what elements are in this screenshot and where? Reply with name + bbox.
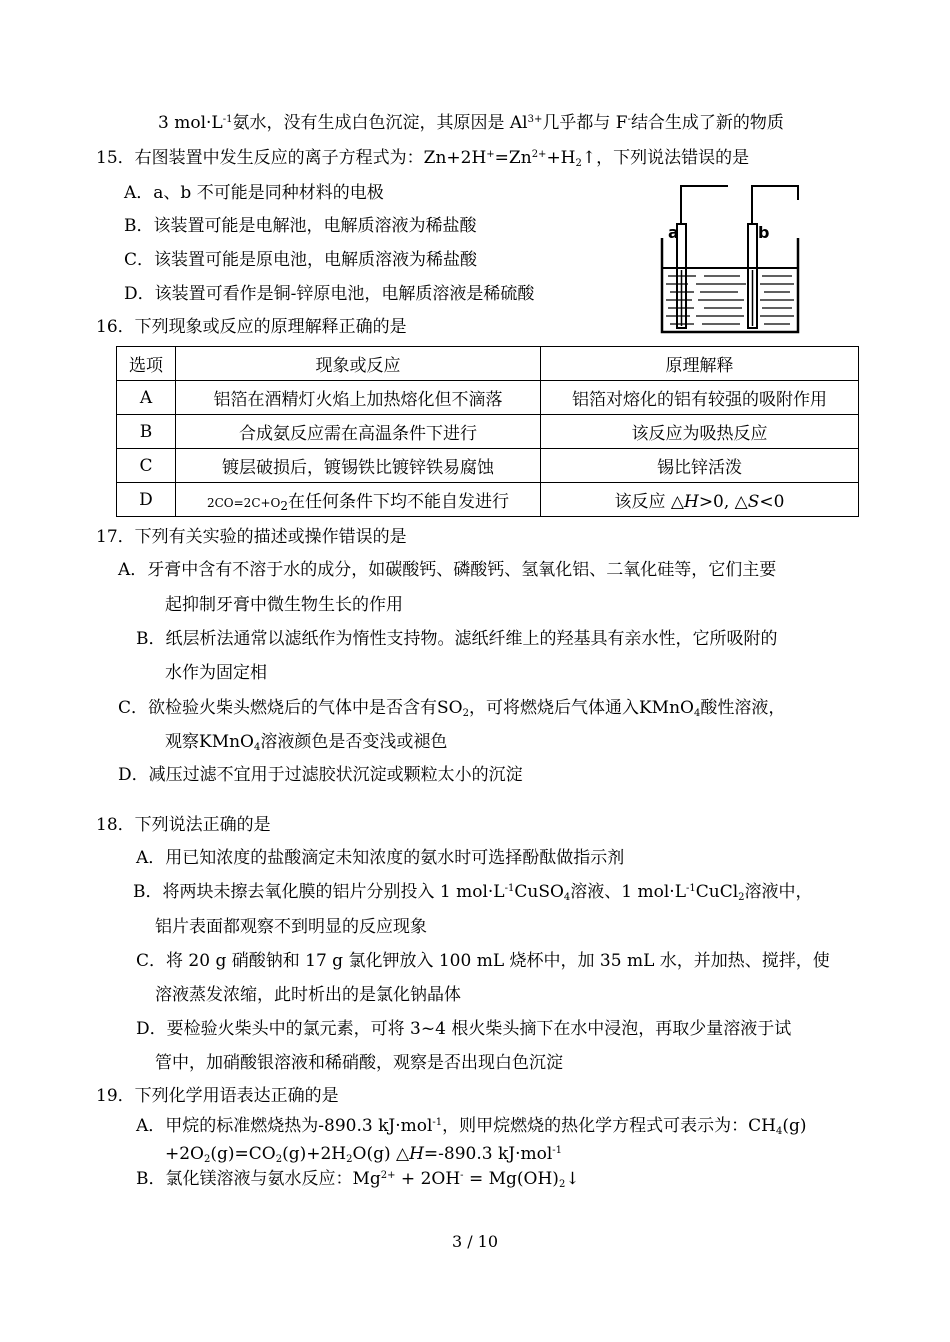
wire-right — [752, 186, 798, 224]
table-cell-option: D — [117, 483, 176, 517]
q15-option-a: A．a、b 不可能是同种材料的电极 — [124, 183, 384, 203]
q18-option-d-line1: D．要检验火柴头中的氯元素，可将 3~4 根火柴头摘下在水中浸泡，再取少量溶液于试 — [136, 1019, 792, 1039]
q17-option-b-line2: 水作为固定相 — [165, 663, 267, 683]
q17-option-c-line1: C．欲检验火柴头燃烧后的气体中是否含有$SO_2$，可将燃烧后气体通入KMnO$_4$酸性溶液， — [118, 698, 786, 719]
q18-option-c-line1: C．将 20 g 硝酸钠和 17 g 氯化钾放入 100 mL 烧杯中，加 35 mL 水，并加热、搅拌，使 — [136, 951, 830, 971]
table-cell-option: A — [117, 381, 176, 415]
q17-option-c-line2: 观察KMnO$_4$溶液颜色是否变浅或褪色 — [165, 732, 448, 753]
q18-option-b-line1: B．将两块未擦去氧化膜的铝片分别投入 1 $mol\cdot L^{-1}CuSO_4$溶液、1 $mol\cdot L^{-1}CuCl_2$溶液中， — [133, 882, 813, 903]
electrode-label-b: b — [758, 223, 770, 242]
table-row — [117, 449, 859, 483]
q17-option-a-line2: 起抑制牙膏中微生物生长的作用 — [165, 595, 403, 615]
table-cell-explanation: 该反应 △H>0, △S<0 — [541, 483, 859, 517]
table-header-cell: 选项 — [117, 347, 176, 381]
table-cell-explanation: 铝箔对熔化的铝有较强的吸附作用 — [541, 381, 859, 415]
table-cell-explanation: 该反应为吸热反应 — [541, 415, 859, 449]
table-cell-phenomenon: 铝箔在酒精灯火焰上加热熔化但不滴落 — [176, 381, 541, 415]
q18-option-d-line2: 管中，加硝酸银溶液和稀硝酸，观察是否出现白色沉淀 — [155, 1053, 563, 1073]
q15-option-b: B．该装置可能是电解池，电解质溶液为稀盐酸 — [124, 216, 477, 236]
q16-table — [116, 346, 859, 517]
table-cell-explanation: 锡比锌活泼 — [541, 449, 859, 483]
table-cell-phenomenon: 镀层破损后，镀锡铁比镀锌铁易腐蚀 — [176, 449, 541, 483]
q15-stem: 15．右图装置中发生反应的离子方程式为：$Zn+2H^+=Zn^{2+}+H_2↑$，下列说法错误的是 — [96, 148, 750, 169]
q18-option-c-line2: 溶液蒸发浓缩，此时析出的是氯化钠晶体 — [155, 985, 461, 1005]
table-cell-phenomenon: 合成氨反应需在高温条件下进行 — [176, 415, 541, 449]
table-row — [117, 415, 859, 449]
q18-option-a: A．用已知浓度的盐酸滴定未知浓度的氨水时可选择酚酞做指示剂 — [136, 848, 625, 868]
table-cell-phenomenon: $2CO=2C+O_2$在任何条件下均不能自发进行 — [176, 483, 541, 517]
page-number: 3 / 10 — [451, 1232, 499, 1251]
q18-stem: 18．下列说法正确的是 — [96, 815, 271, 835]
q14-continuation: 3 $mol\cdot L^{-1}$氨水，没有生成白色沉淀，其原因是 $Al^{3+}$几乎都与 F-结合生成了新的物质 — [158, 113, 784, 133]
electrode-label-a: a — [668, 223, 679, 242]
q19-stem: 19．下列化学用语表达正确的是 — [96, 1086, 339, 1106]
q17-option-a-line1: A．牙膏中含有不溶于水的成分，如碳酸钙、磷酸钙、氢氧化铝、二氧化硅等，它们主要 — [118, 560, 777, 580]
wire-left — [681, 186, 728, 224]
q15-option-d: D．该装置可看作是铜-锌原电池，电解质溶液是稀硫酸 — [124, 284, 535, 304]
table-cell-option: B — [117, 415, 176, 449]
q19-option-b: B．氯化镁溶液与氨水反应：$Mg^{2+} + 2OH^-$ = $Mg(OH)_2↓$ — [136, 1169, 580, 1190]
electrolysis-apparatus-figure — [648, 180, 806, 336]
table-header-cell: 原理解释 — [541, 347, 859, 381]
q19-option-a-line1: A．甲烷的标准燃烧热为-890.3 kJ·mol$^{-1}$，则甲烷燃烧的热化学方程式可表示为：$CH_4(g)$ — [136, 1116, 807, 1137]
q15-option-c: C．该装置可能是原电池，电解质溶液为稀盐酸 — [124, 250, 478, 270]
q17-option-d: D．减压过滤不宜用于过滤胶状沉淀或颗粒太小的沉淀 — [118, 765, 523, 785]
q19-option-a-line2: $+2O_2(g)=CO_2(g)+2H_2O(g)$ △H=-890.3 kJ·mol$^{-1}$ — [165, 1144, 563, 1165]
table-row — [117, 483, 859, 517]
table-header-row — [117, 347, 859, 381]
table-header-cell: 现象或反应 — [176, 347, 541, 381]
q18-option-b-line2: 铝片表面都观察不到明显的反应现象 — [155, 917, 427, 937]
q16-stem: 16．下列现象或反应的原理解释正确的是 — [96, 317, 407, 337]
table-cell-option: C — [117, 449, 176, 483]
q17-option-b-line1: B．纸层析法通常以滤纸作为惰性支持物。滤纸纤维上的羟基具有亲水性，它所吸附的 — [136, 629, 778, 649]
q17-stem: 17．下列有关实验的描述或操作错误的是 — [96, 527, 407, 547]
table-row — [117, 381, 859, 415]
